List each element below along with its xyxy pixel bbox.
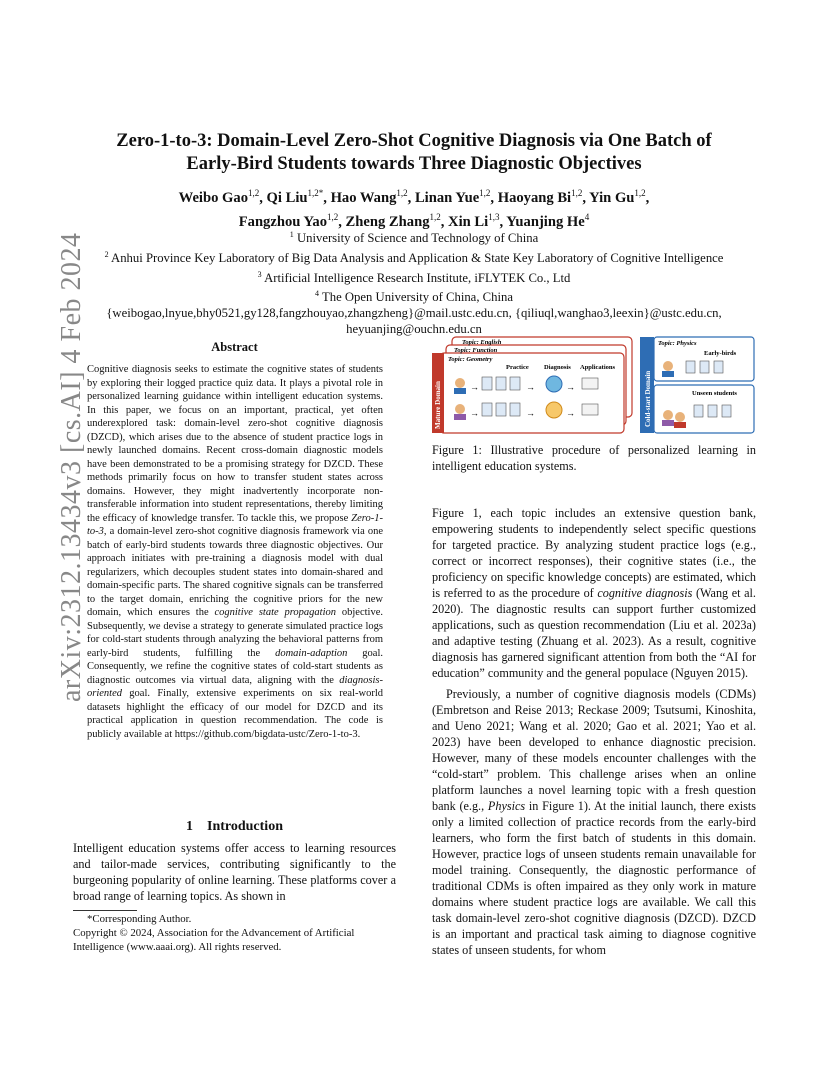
title-line-1: Zero-1-to-3: Domain-Level Zero-Shot Cognitive Diagnosis via One Batch of	[116, 131, 712, 151]
right-column-text	[432, 505, 756, 958]
svg-text:→: →	[566, 408, 575, 418]
cold-start-domain-label: Cold-start Domain	[644, 370, 652, 427]
footnotes	[73, 913, 396, 954]
paper-title	[80, 130, 748, 176]
topic-physics-label: Topic: Physics	[658, 340, 697, 347]
svg-text:→: →	[526, 408, 535, 418]
applications-label: Applications	[580, 364, 616, 371]
abstract-heading: Abstract	[211, 340, 258, 354]
author: Yuanjing He$^4$	[506, 211, 590, 230]
intro-paragraph: Intelligent education systems offer access to learning resources and tailor-made services, contributing significantly to the burgeoning popularity of online learning. These platforms cover a broad range of learning topics. As shown in	[73, 841, 396, 903]
author: Linan Yue$^{1,2}$	[414, 188, 491, 206]
figure-caption: Figure 1: Illustrative procedure of personalized learning in intelligent education systems.	[432, 443, 756, 473]
early-birds-label: Early-birds	[704, 350, 737, 357]
author: Xin Li$^{1,3}$	[448, 211, 500, 230]
topic-english-label: Topic: English	[462, 339, 502, 346]
practice-label: Practice	[506, 364, 529, 371]
title-line-2: Early-Bird Students towards Three Diagnostic Objectives	[186, 154, 642, 174]
footnote-divider	[73, 910, 137, 911]
author: Weibo Gao$^{1,2}$	[178, 188, 260, 206]
footnote-copyright: Copyright © 2024, Association for the Advancement of Artificial Intelligence (www.aaai.org). All rights reserved.	[73, 926, 355, 953]
author-list: Weibo Gao$^{1,2}$, Qi Liu$^{1,2*}$, Hao Wang$^{1,2}$, Linan Yue$^{1,2}$, Haoyang Bi$^{1,2}$, Yin Gu$^{1,2}$, Fangzhou Yao$^{1,2}$, Zheng Zhang$^{1,2}$, Xin Li$^{1,3}$, Yuanjing He$^4$	[178, 188, 650, 230]
figure-1	[432, 335, 756, 435]
email-line: heyuanjing@ouchn.edu.cn	[346, 321, 482, 336]
mature-domain-label: Mature Domain	[434, 381, 442, 429]
affiliation: $^1$ University of Science and Technology of China	[289, 230, 539, 246]
arxiv-stamp: arXiv:2312.13434v3 [cs.AI] 4 Feb 2024	[56, 232, 87, 702]
email-line: {weibogao,lnyue,bhy0521,gy128,fangzhouyao,zhangzheng}@mail.ustc.edu.cn, {qiliuql,wanghao3,leexin}@ustc.edu.cn,	[106, 306, 722, 321]
author: Haoyang Bi$^{1,2}$	[497, 188, 583, 206]
svg-text:→: →	[470, 408, 479, 418]
topic-function-label: Topic: Function	[454, 347, 498, 354]
author: Hao Wang$^{1,2}$	[330, 188, 408, 206]
author: Fangzhou Yao$^{1,2}$	[238, 211, 339, 230]
unseen-students-label: Unseen students	[692, 390, 737, 397]
footnote-corresponding: *Corresponding Author.	[87, 913, 192, 925]
topic-geometry-label: Topic: Geometry	[448, 356, 493, 363]
diagnosis-label: Diagnosis	[544, 364, 571, 371]
paragraph: Figure 1, each topic includes an extensive question bank, empowering students to independently select specific questions for targeted practice. By analyzing student practice logs (e.g., correct or incorrect responses), their cognitive states (i.e., the proficiency on specific knowledge concepts) are estimated, which is referred to as the procedure of cognitive diagnosis (Wang et al. 2020). The diagnostic results can support further customized applications, such as question recommendation (Liu et al. 2023a) and adaptive testing (Zhuang et al. 2023). As a result, cognitive diagnosis has garnered significant attention from both the “AI for education” community and the general populace (Nguyen 2015).	[432, 506, 756, 680]
affiliation: $^3$ Artificial Intelligence Research Institute, iFLYTEK Co., Ltd	[257, 269, 571, 285]
affiliations	[60, 227, 768, 338]
svg-text:→: →	[470, 382, 479, 392]
paragraph: Previously, a number of cognitive diagnosis models (CDMs) (Embretson and Reise 2013; Reckase 2009; Tsutsumi, Kinoshita, and Ueno 2021; Wang et al. 2020; Gao et al. 2021; Yao et al. 2023) have been developed to enhance diagnostic precision. However, many of these models encounter challenges with the “cold-start” problem. This challenge arises when an online platform launches a novel learning topic with a fresh question bank (e.g., Physics in Figure 1). At the initial launch, there exists only a limited collection of practice records from the early-bird learners, who form the first batch of students in this domain. However, practice logs of unseen students remain unavailable for model training. Consequently, the diagnostic performance of traditional CDMs is often impaired as they only work in mature domains where student practice logs are available. We call this task domain-level zero-shot cognitive diagnosis (DZCD). DZCD is an important and practical task aiming to diagnose cognitive states of unseen students, for whom	[432, 687, 756, 957]
svg-text:→: →	[526, 382, 535, 392]
svg-text:→: →	[566, 382, 575, 392]
section-heading: 1 Introduction	[186, 819, 283, 834]
affiliation: $^2$ Anhui Province Key Laboratory of Big Data Analysis and Application & State Key Laboratory of Cognitive Intelligence	[104, 249, 724, 266]
affiliation: $^4$ The Open University of China, China	[315, 289, 513, 305]
author: Yin Gu$^{1,2}$	[589, 188, 646, 206]
author: Qi Liu$^{1,2*}$	[266, 188, 324, 206]
abstract-body: Cognitive diagnosis seeks to estimate the cognitive states of students by exploring their logged practice quiz data. It plays a pivotal role in personalized learning guidance within intelligent education systems. In this paper, we focus on an important, practical, yet often underexplored task: domain-level zero-shot cognitive diagnosis (DZCD), which arises due to the absence of student practice logs in newly launched domains. Recent cross-domain diagnostic models have been demonstrated to be a promising strategy for DZCD. These methods primarily focus on how to transfer student states across domains. However, they might inadvertently incorporate non-transferable information into student representations, thereby limiting the efficacy of knowledge transfer. To tackle this, we propose Zero-1-to-3, a domain-level zero-shot cognitive diagnosis framework via one batch of early-bird students towards three diagnostic objectives. Our approach initiates with pre-training a diagnosis model with dual regularizers, which decouples student states into domain-shared and domain-specific parts. The shared cognitive signals can be transferred to the target domain, enriching the cognitive priors for the new domain, which ensures the cognitive state propagation objective. Subsequently, we devise a strategy to generate simulated practice logs for cold-start students through analyzing the behavioral patterns from early-bird students, fulfilling the domain-adaption goal. Consequently, we refine the cognitive states of cold-start students as diagnostic outcomes via virtual data, aligning with the diagnosis-oriented goal. Finally, extensive experiments on six real-world datasets highlight the efficacy of our model for DZCD and its practical application in question recommendation. The code is publicly available at https://github.com/bigdata-ustc/Zero-1-to-3.	[87, 364, 383, 740]
author: Zheng Zhang$^{1,2}$	[345, 211, 441, 230]
